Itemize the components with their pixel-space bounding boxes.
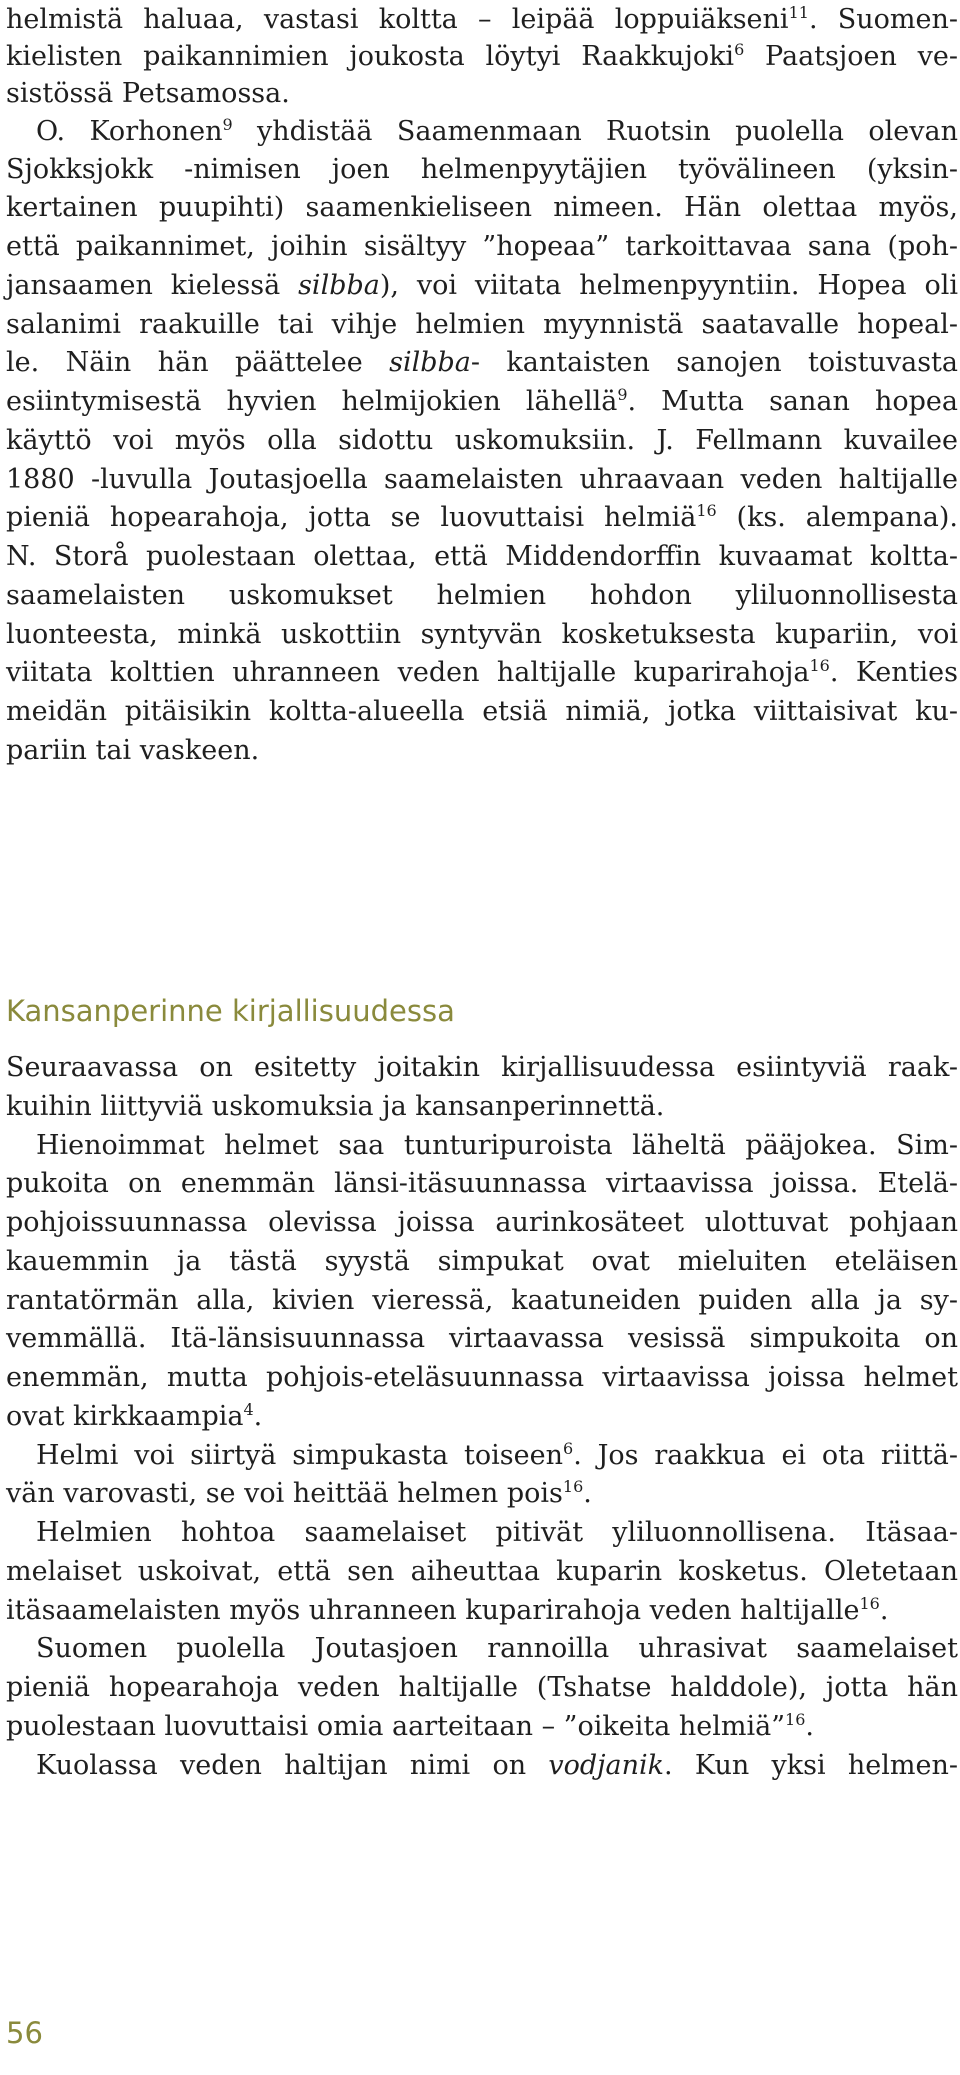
text-line: helmistä haluaa, vastasi koltta – leipää loppuiäkseni$^{11}$. Suomen- [6,3,959,35]
text-line: kauemmin ja tästä syystä simpukat ovat mieluiten eteläisen [6,1246,958,1277]
section-heading: Kansanperinne kirjallisuudessa [6,994,455,1028]
text-line: melaiset uskoivat, että sen aiheuttaa kuparin kosketus. Oletetaan [6,1556,958,1587]
text-line: Suomen puolella Joutasjoen rannoilla uhrasivat saamelaiset [36,1633,958,1664]
text-line: pariin tai vaskeen. [6,735,260,766]
text-line: itäsaamelaisten myös uhranneen kuparirahoja veden haltijalle$^{16}$. [6,1594,889,1626]
text-line: rantatörmän alla, kivien vieressä, kaatuneiden puiden alla ja sy- [6,1285,958,1316]
text-line: puolestaan luovuttaisi omia aarteitaan – ”oikeita helmiä”$^{16}$. [6,1710,814,1742]
text-line: le. Näin hän päättelee silbba- kantaisten sanojen toistuvasta [6,347,959,378]
text-line: käyttö voi myös olla sidottu uskomuksiin. J. Fellmann kuvailee [6,425,958,456]
text-line: pohjoissuunnassa olevissa joissa aurinkosäteet ulottuvat pohjaan [6,1207,958,1238]
text-line: kuihin liittyviä uskomuksia ja kansanperinnettä. [6,1091,665,1122]
text-line: enemmän, mutta pohjois-eteläsuunnassa virtaavissa joissa helmet [6,1362,958,1393]
text-line: Seuraavassa on esitetty joitakin kirjallisuudessa esiintyviä raak- [6,1052,958,1083]
text-line: salanimi raakuille tai vihje helmien myynnistä saatavalle hopeal- [6,309,958,340]
text-line: esiintymisestä hyvien helmijokien lähellä$^9$. Mutta sanan hopea [6,385,958,417]
text-line: vemmällä. Itä-länsisuunnassa virtaavassa vesissä simpukoita on [6,1323,958,1354]
text-line: pukoita on enemmän länsi-itäsuunnassa virtaavissa joissa. Etelä- [6,1168,958,1199]
text-line: meidän pitäisikin koltta-alueella etsiä nimiä, jotka viittaisivat ku- [6,696,958,727]
text-line: Sjokksjokk -nimisen joen helmenpyytäjien työvälineen (yksin- [6,154,958,185]
text-line: Kuolassa veden haltijan nimi on vodjanik. Kun yksi helmen- [36,1750,959,1781]
text-line: että paikannimet, joihin sisältyy ”hopeaa” tarkoittavaa sana (poh- [6,231,958,262]
text-line: N. Storå puolestaan olettaa, että Middendorffin kuvaamat koltta- [6,541,958,572]
text-line: viitata kolttien uhranneen veden haltijalle kuparirahoja$^{16}$. Kenties [6,656,958,688]
text-line: vän varovasti, se voi heittää helmen pois$^{16}$. [6,1477,592,1509]
text-line: 1880 -luvulla Joutasjoella saamelaisten uhraavaan veden haltijalle [6,464,958,495]
text-line: Helmien hohtoa saamelaiset pitivät yliluonnollisena. Itäsaa- [36,1517,958,1548]
text-line: ovat kirkkaampia$^4$. [6,1400,263,1432]
text-line: O. Korhonen$^9$ yhdistää Saamenmaan Ruotsin puolella olevan [36,115,958,147]
text-line: pieniä hopearahoja, jotta se luovuttaisi helmiä$^{16}$ (ks. alempana). [6,501,959,533]
text-line: luonteesta, minkä uskottiin syntyvän kosketuksesta kupariin, voi [6,619,958,650]
text-line: Helmi voi siirtyä simpukasta toiseen$^6$. Jos raakkua ei ota riittä- [36,1439,958,1471]
text-line: pieniä hopearahoja veden haltijalle (Tshatse halddole), jotta hän [6,1672,958,1703]
text-line: jansaamen kielessä silbba), voi viitata helmenpyyntiin. Hopea oli [6,270,958,301]
text-line: kertainen puupihti) saamenkieliseen nimeen. Hän olettaa myös, [6,192,958,223]
text-line: saamelaisten uskomukset helmien hohdon yliluonnollisesta [6,580,958,611]
page-number: 56 [6,2016,43,2050]
text-line: kielisten paikannimien joukosta löytyi Raakkujoki$^6$ Paatsjoen ve- [6,40,958,72]
text-line: Hienoimmat helmet saa tunturipuroista läheltä pääjokea. Sim- [36,1130,958,1161]
text-line: sistössä Petsamossa. [6,78,290,109]
